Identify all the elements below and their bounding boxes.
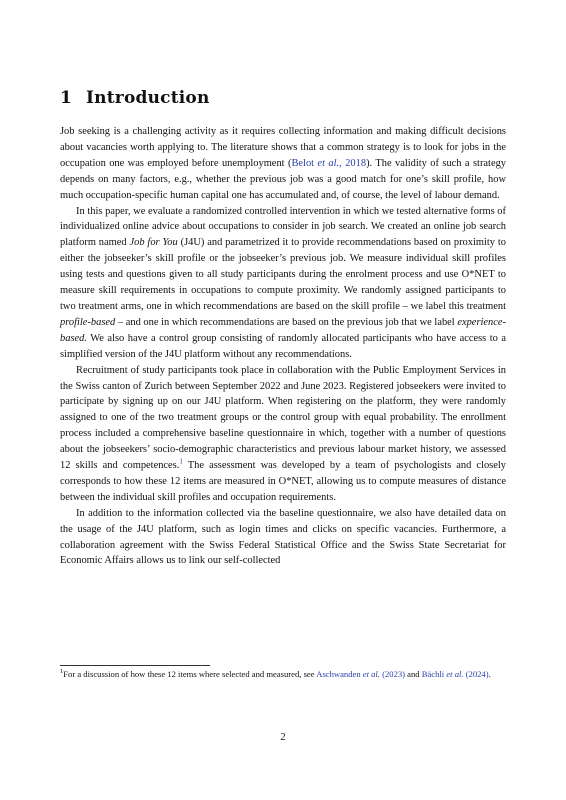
text-span: The assessment was developed by a team of psychologists and closely corresponds to how these 12 items are measured in O*NET, allowing us to compute measures of distance between the individual skill profiles and occupation requirements. <box>60 460 506 503</box>
paragraph-2 <box>60 204 506 363</box>
footnote-mark: 1 <box>60 668 64 676</box>
citation-author: Aschwanden <box>316 669 363 679</box>
text-span: Job seeking is a challenging activity as it requires collecting information and making difficult decisions about vacancies worth applying to. The literature shows that a common strategy is to look for jobs in the occupation one was employed before unemployment ( <box>60 126 506 169</box>
text-span: ). The validity of such a strategy depends on many factors, e.g., whether the previous job was a good match for one’s skill profile, how much occupation-specific human capital one has accumulated and, of course, the level of labour demand. <box>60 157 507 201</box>
text-span: In this paper, we evaluate a randomized controlled intervention in which we tested alternative forms of individualized online advice about occupations to consider in job search. We created an online job search platform named <box>60 205 506 249</box>
treatment-arm-experience: experience-based. <box>60 316 506 344</box>
citation-etal: et al. <box>362 669 380 679</box>
citation-bachli-2024[interactable] <box>422 669 489 679</box>
citation-author: Bächli <box>421 669 447 679</box>
text-span: In addition to the information collected via the baseline questionnaire, we also have detailed data on the usage of the J4U platform, such as login times and clicks on specific vacancies. Furthermore, a collaboration agreement with the Swiss Federal Statistical Office and the Swiss State Secretariat for Economic Affairs allows us to link our self-collected <box>60 507 506 567</box>
citation-etal: et al. <box>317 157 340 169</box>
citation-author: Belot <box>291 157 318 169</box>
text-span: – and one in which recommendations are based on the previous job that we label <box>115 316 458 328</box>
page-number: 2 <box>280 732 286 743</box>
citation-aschwanden-2023[interactable] <box>316 669 405 679</box>
footnote-rule <box>60 665 210 666</box>
text-span: (J4U) and parametrized it to provide recommendations based on proximity to either the jobseeker’s skill profile or the jobseeker’s previous job. We measure individual skill profiles using tests and questions given to all study participants during the enrolment process and use O*NET to measure skill requirements in occupations to compute proximity. We randomly assigned participants to two treatment arms, one in which recommendations are based on the skill profile – we label this treatment <box>60 237 506 312</box>
text-span: Recruitment of study participants took place in collaboration with the Public Employment Services in the Swiss canton of Zurich between September 2022 and June 2023. Registered jobseekers were invited to participate by signing up on our J4U platform. When registering on the platform, they were randomly assigned to one of the two treatment groups or the control group with equal probability. The enrollment process included a comprehensive baseline questionnaire in which, together with a number of questions about the jobseekers’ socio-demographic characteristics and previous labour market history, we assessed 12 skills and competences. <box>60 364 506 472</box>
citation-sep: , <box>339 157 346 169</box>
text-span: . <box>488 669 491 679</box>
citation-etal: et al. <box>446 669 464 679</box>
section-title: Introduction <box>86 88 210 108</box>
body-text <box>60 124 506 569</box>
paragraph-1 <box>60 124 506 204</box>
platform-name: Job for You <box>129 237 178 249</box>
citation-year: (2023) <box>379 669 406 679</box>
treatment-arm-profile: profile-based <box>60 316 116 328</box>
citation-year: (2024) <box>463 669 489 679</box>
paragraph-4 <box>60 506 506 570</box>
section-number: 1 <box>60 88 73 108</box>
text-span: and <box>405 669 422 679</box>
citation-year: 2018 <box>345 157 367 169</box>
text-span: For a discussion of how these 12 items where selected and measured, see <box>63 669 317 679</box>
footnote <box>60 668 506 680</box>
paragraph-3 <box>60 363 506 506</box>
citation-belot-2018[interactable] <box>291 158 366 169</box>
text-span: We also have a control group consisting of randomly allocated participants who have access to a simplified version of the J4U platform without any recommendations. <box>60 332 506 360</box>
section-heading <box>60 88 210 108</box>
footnote-marker[interactable]: 1 <box>179 457 183 466</box>
